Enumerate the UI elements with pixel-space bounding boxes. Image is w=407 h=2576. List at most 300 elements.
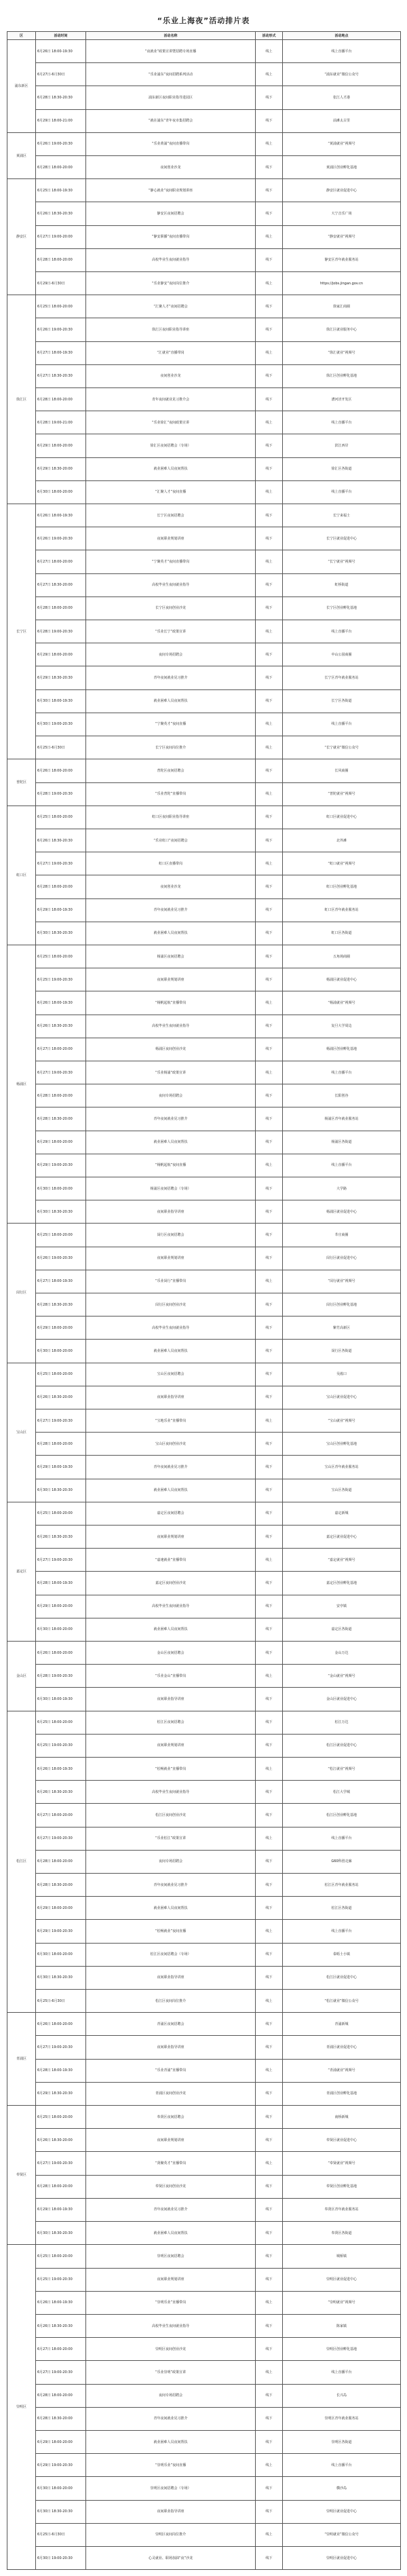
table-row xyxy=(7,86,401,109)
mode-cell: 线上 xyxy=(256,1409,283,1432)
mode-cell: 线下 xyxy=(256,2407,283,2430)
mode-cell: 线上 xyxy=(256,1270,283,1293)
district-cell: 黄浦区 xyxy=(7,132,36,178)
table-row xyxy=(7,2477,401,2500)
header-row xyxy=(7,32,401,40)
activity-cell: “乐业松江”政策宣讲 xyxy=(86,1827,256,1850)
table-row xyxy=(7,2129,401,2152)
location-cell: 金山万达 xyxy=(283,1642,401,1665)
location-cell: 宝山区就业促进中心 xyxy=(283,1386,401,1409)
table-row xyxy=(7,1038,401,1061)
location-cell: 青浦新城 xyxy=(283,2013,401,2036)
mode-cell: 线上 xyxy=(256,736,283,759)
mode-cell: 线下 xyxy=(256,2500,283,2523)
mode-cell: 线上 xyxy=(256,2454,283,2477)
time-cell: 6月28日 18:00-20:00 xyxy=(36,2175,86,2198)
location-cell: 奉贤区各街道 xyxy=(283,2222,401,2245)
table-row xyxy=(7,1154,401,1177)
mode-cell: 线下 xyxy=(256,2175,283,2198)
activity-cell: 夜间职业指导讲座 xyxy=(86,1200,256,1224)
time-cell: 6月30日 19:00-20:30 xyxy=(36,713,86,736)
table-row xyxy=(7,806,401,829)
time-cell: 6月27日 18:30-20:00 xyxy=(36,573,86,596)
mode-cell: 线下 xyxy=(256,2314,283,2337)
time-cell: 6月25日 18:00-20:00 xyxy=(36,1502,86,1525)
table-row xyxy=(7,1595,401,1618)
district-cell: 奉贤区 xyxy=(7,2106,36,2245)
time-cell: 6月27日 18:30-20:30 xyxy=(36,364,86,387)
location-cell: 线上直播平台 xyxy=(283,480,401,504)
location-cell: G60科创走廊 xyxy=(283,1850,401,1873)
table-row xyxy=(7,1386,401,1409)
table-row xyxy=(7,434,401,457)
table-row xyxy=(7,666,401,689)
table-row xyxy=(7,2291,401,2314)
table-row xyxy=(7,1131,401,1154)
time-cell: 6月29日 18:30-20:30 xyxy=(36,2082,86,2105)
location-cell: 横沙岛 xyxy=(283,2477,401,2500)
location-cell: 长宁区就业促进中心 xyxy=(283,527,401,550)
activity-cell: 徐汇区夜间招聘会（专场） xyxy=(86,434,256,457)
time-cell: 6月27日 19:00-20:30 xyxy=(36,1549,86,1572)
table-row xyxy=(7,736,401,759)
time-cell: 6月29日 18:00-20:00 xyxy=(36,1897,86,1920)
location-cell: 大学路 xyxy=(283,1177,401,1200)
activity-cell: “乐业静安”夜间岗位推介 xyxy=(86,272,256,295)
table-row xyxy=(7,1247,401,1270)
activity-cell: 就业困难人员夜间帮扶 xyxy=(86,1479,256,1502)
table-row xyxy=(7,2430,401,2453)
time-cell: 6月25日 18:00-20:00 xyxy=(36,2245,86,2268)
activity-cell: 青浦区夜间创业沙龙 xyxy=(86,2082,256,2105)
district-cell: 虹口区 xyxy=(7,806,36,945)
mode-cell: 线上 xyxy=(256,63,283,86)
activity-cell: 金山区夜间招聘会 xyxy=(86,1642,256,1665)
activity-cell: 青年夜间就业见习推介 xyxy=(86,1456,256,1479)
table-row xyxy=(7,852,401,875)
mode-cell: 线上 xyxy=(256,2291,283,2314)
activity-cell: 夜间职业指导讲座 xyxy=(86,2036,256,2059)
activity-cell: 虹口区直播带岗 xyxy=(86,852,256,875)
time-cell: 6月25日 18:00-20:00 xyxy=(36,1711,86,1734)
mode-cell: 线下 xyxy=(256,1618,283,1641)
district-cell: 徐汇区 xyxy=(7,295,36,504)
time-cell: 6月25日 18:00-20:00 xyxy=(36,295,86,318)
mode-cell: 线下 xyxy=(256,945,283,968)
location-cell: “闵行就业”视频号 xyxy=(283,1270,401,1293)
activity-cell: 就业困难人员夜间帮扶 xyxy=(86,1897,256,1920)
mode-cell: 线上 xyxy=(256,1990,283,2013)
location-cell: “长宁就业”视频号 xyxy=(283,550,401,573)
district-cell: 浦东新区 xyxy=(7,40,36,133)
table-row xyxy=(7,875,401,898)
location-cell: 杨浦区创业孵化基地 xyxy=(283,1038,401,1061)
time-cell: 6月28日 18:00-20:00 xyxy=(36,248,86,271)
activity-cell: 青年夜间就业见习推介 xyxy=(86,898,256,922)
location-cell: “徐汇就业”视频号 xyxy=(283,341,401,364)
activity-cell: “乐业黄浦”夜间直播带岗 xyxy=(86,132,256,155)
table-row xyxy=(7,1409,401,1432)
activity-cell: 奉贤区夜间创业沙龙 xyxy=(86,2175,256,2198)
time-cell: 6月28日 18:00-19:30 xyxy=(36,2059,86,2082)
location-cell: 徐汇区创业孵化基地 xyxy=(283,364,401,387)
district-cell: 崇明区 xyxy=(7,2245,36,2570)
time-cell: 6月28日 18:30-20:00 xyxy=(36,1107,86,1131)
activity-cell: 夜间职业指导讲座 xyxy=(86,1688,256,1711)
mode-cell: 线下 xyxy=(256,248,283,271)
activity-cell: 嘉定区夜间创业沙龙 xyxy=(86,1572,256,1595)
time-cell: 6月30日 18:30-20:30 xyxy=(36,922,86,945)
location-cell: 线上直播平台 xyxy=(283,1154,401,1177)
time-cell: 6月29日 18:30-20:00 xyxy=(36,457,86,480)
location-cell: 崇明区就业促进中心 xyxy=(283,2268,401,2291)
location-cell: 崇明区就业促进中心 xyxy=(283,2500,401,2523)
location-cell: 线上直播平台 xyxy=(283,620,401,643)
table-row xyxy=(7,2059,401,2082)
activity-cell: 就业困难人员夜间帮扶 xyxy=(86,1618,256,1641)
mode-cell: 线下 xyxy=(256,1966,283,1989)
mode-cell: 线下 xyxy=(256,1386,283,1409)
mode-cell: 线下 xyxy=(256,1131,283,1154)
table-row xyxy=(7,457,401,480)
table-row xyxy=(7,40,401,63)
table-row xyxy=(7,782,401,806)
time-cell: 6月26日 19:00-20:30 xyxy=(36,527,86,550)
mode-cell: 线下 xyxy=(256,388,283,411)
table-row xyxy=(7,1177,401,1200)
activity-cell: “宁聚英才”夜间直播带岗 xyxy=(86,550,256,573)
time-cell: 6月26日 18:00-19:30 xyxy=(36,40,86,63)
mode-cell: 线下 xyxy=(256,968,283,991)
mode-cell: 线下 xyxy=(256,2430,283,2453)
activity-cell: 杨浦区夜间招聘会（专场） xyxy=(86,1177,256,1200)
time-cell: 6月26日 18:30-20:30 xyxy=(36,1781,86,1804)
time-cell: 6月26日 18:30-20:30 xyxy=(36,1526,86,1549)
mode-cell: 线下 xyxy=(256,2129,283,2152)
time-cell: 6月28日 19:00-20:30 xyxy=(36,620,86,643)
mode-cell: 线上 xyxy=(256,1920,283,1943)
table-row xyxy=(7,318,401,341)
mode-cell: 线下 xyxy=(256,1850,283,1873)
table-row xyxy=(7,713,401,736)
table-row xyxy=(7,1920,401,1943)
location-cell: 漕河泾开发区 xyxy=(283,388,401,411)
time-cell: 6月29日 18:00-20:00 xyxy=(36,434,86,457)
time-cell: 6月30日 18:00-19:30 xyxy=(36,1688,86,1711)
activity-cell: 青年夜间就业见习推介 xyxy=(86,666,256,689)
mode-cell: 线下 xyxy=(256,1943,283,1966)
time-cell: 6月28日 18:00-20:00 xyxy=(36,1850,86,1873)
mode-cell: 线下 xyxy=(256,1084,283,1107)
mode-cell: 线上 xyxy=(256,411,283,434)
table-row xyxy=(7,550,401,573)
header-activity: 活动名称 xyxy=(86,32,256,40)
location-cell: 长宁区各街道 xyxy=(283,689,401,713)
location-cell: 崇明区各街道 xyxy=(283,2430,401,2453)
location-cell: 安亭镇 xyxy=(283,1595,401,1618)
time-cell: 6月25日 18:00-20:00 xyxy=(36,2106,86,2129)
table-row xyxy=(7,1827,401,1850)
activity-cell: “乐业杨浦”政策宣讲 xyxy=(86,1061,256,1084)
location-cell: “奉贤就业”视频号 xyxy=(283,2152,401,2175)
table-row xyxy=(7,1572,401,1595)
time-cell: 6月28日 19:00-20:30 xyxy=(36,782,86,806)
location-cell: 崇明区就业促进中心 xyxy=(283,2546,401,2569)
location-cell: 崇明区青年就业服务站 xyxy=(283,2407,401,2430)
activity-cell: 就业困难人员夜间帮扶 xyxy=(86,1131,256,1154)
table-row xyxy=(7,1317,401,1340)
mode-cell: 线上 xyxy=(256,2059,283,2082)
activity-cell: 夜间职业规划讲座 xyxy=(86,1526,256,1549)
table-row xyxy=(7,2245,401,2268)
location-cell: 线上直播平台 xyxy=(283,40,401,63)
location-cell: “青浦就业”视频号 xyxy=(283,2059,401,2082)
activity-cell: 闵行区夜间招聘会 xyxy=(86,1224,256,1247)
activity-cell: “宁聚英才”夜间直播 xyxy=(86,713,256,736)
table-row xyxy=(7,620,401,643)
activity-cell: 长宁区夜间创业沙龙 xyxy=(86,596,256,620)
table-row xyxy=(7,1688,401,1711)
activity-cell: “夜就业”政策宣讲暨招聘专场直播 xyxy=(86,40,256,63)
time-cell: 6月26日 18:00-20:00 xyxy=(36,1642,86,1665)
location-cell: 线上直播平台 xyxy=(283,1827,401,1850)
time-cell: 6月27日 19:00-20:30 xyxy=(36,2036,86,2059)
location-cell: 线上直播平台 xyxy=(283,1061,401,1084)
activity-cell: “静心就业”夜间职业规划讲座 xyxy=(86,179,256,202)
time-cell: 6月26日 18:30-20:00 xyxy=(36,1386,86,1409)
activity-cell: 宝山区夜间招聘会 xyxy=(86,1363,256,1386)
location-cell: 徐汇区各街道 xyxy=(283,457,401,480)
time-cell: 6月30日 18:00-19:30 xyxy=(36,689,86,713)
table-row xyxy=(7,1711,401,1734)
mode-cell: 线下 xyxy=(256,1781,283,1804)
table-row xyxy=(7,1804,401,1827)
table-row xyxy=(7,1479,401,1502)
time-cell: 6月27日 18:00-20:00 xyxy=(36,1804,86,1827)
district-cell: 嘉定区 xyxy=(7,1502,36,1641)
table-row xyxy=(7,1433,401,1456)
table-row xyxy=(7,2384,401,2407)
mode-cell: 线下 xyxy=(256,1200,283,1224)
time-cell: 6月28日 18:00-20:00 xyxy=(36,156,86,179)
activity-cell: 浦东新区夜间职业指导进园区 xyxy=(86,86,256,109)
location-cell: 紫竹高新区 xyxy=(283,1317,401,1340)
activity-cell: 夜间专场招聘会 xyxy=(86,643,256,666)
mode-cell: 线下 xyxy=(256,2546,283,2569)
table-row xyxy=(7,2082,401,2105)
mode-cell: 线下 xyxy=(256,1688,283,1711)
mode-cell: 线下 xyxy=(256,179,283,202)
mode-cell: 线上 xyxy=(256,991,283,1015)
table-row xyxy=(7,2268,401,2291)
activity-cell: “松畅就业”直播带岗 xyxy=(86,1758,256,1781)
activity-cell: 嘉定区夜间招聘会 xyxy=(86,1502,256,1525)
mode-cell: 线下 xyxy=(256,898,283,922)
mode-cell: 线上 xyxy=(256,2152,283,2175)
location-cell: 虹口区青年就业服务站 xyxy=(283,898,401,922)
district-cell: 松江区 xyxy=(7,1711,36,2013)
activity-cell: 就业困难人员夜间帮扶 xyxy=(86,1340,256,1363)
mode-cell: 线下 xyxy=(256,457,283,480)
table-row xyxy=(7,1456,401,1479)
time-cell: 6月27日 19:00-20:30 xyxy=(36,2361,86,2384)
time-cell: 6月29日 18:00-21:00 xyxy=(36,109,86,132)
time-cell: 6月26日 18:00-20:00 xyxy=(36,2013,86,2036)
activity-cell: “静安职播”夜间直播带岗 xyxy=(86,225,256,248)
activity-cell: 杨浦区夜间创业沙龙 xyxy=(86,1038,256,1061)
time-cell: 6月28日 18:00-20:00 xyxy=(36,596,86,620)
location-cell: 线上直播平台 xyxy=(283,713,401,736)
activity-cell: 长宁区夜间招聘会 xyxy=(86,504,256,527)
table-row xyxy=(7,1363,401,1386)
time-cell: 6月27日 18:00-20:00 xyxy=(36,550,86,573)
location-cell: 金山区就业促进中心 xyxy=(283,1688,401,1711)
activity-cell: “崇明乐业”直播带岗 xyxy=(86,2291,256,2314)
time-cell: 6月29日 19:00-20:30 xyxy=(36,2454,86,2477)
activity-cell: 夜间专场招聘会 xyxy=(86,1850,256,1873)
location-cell: https://jobs.jingan.gov.cn xyxy=(283,272,401,295)
location-cell: 莘庄商圈 xyxy=(283,1224,401,1247)
time-cell: 6月26日 18:00-19:30 xyxy=(36,1758,86,1781)
location-cell: 宝山区青年就业服务站 xyxy=(283,1456,401,1479)
table-row xyxy=(7,1781,401,1804)
location-cell: 松江大学城 xyxy=(283,1781,401,1804)
table-row xyxy=(7,968,401,991)
mode-cell: 线下 xyxy=(256,1293,283,1316)
mode-cell: 线下 xyxy=(256,573,283,596)
time-cell: 6月29日 18:00-20:00 xyxy=(36,1317,86,1340)
time-cell: 6月27日 19:00-20:30 xyxy=(36,1827,86,1850)
activity-cell: “乐业长宁”政策宣讲 xyxy=(86,620,256,643)
mode-cell: 线下 xyxy=(256,596,283,620)
location-cell: 长风商圈 xyxy=(283,759,401,782)
activity-cell: 长宁区夜间岗位推介 xyxy=(86,736,256,759)
time-cell: 6月26日 18:30-20:30 xyxy=(36,1015,86,1038)
table-row xyxy=(7,1293,401,1316)
time-cell: 6月27日 19:00-20:00 xyxy=(36,225,86,248)
table-row xyxy=(7,527,401,550)
time-cell: 6月26日 18:00-19:30 xyxy=(36,2291,86,2314)
activity-cell: 就业困难人员夜间帮扶 xyxy=(86,922,256,945)
mode-cell: 线下 xyxy=(256,1479,283,1502)
activity-cell: “乐业金山”直播带岗 xyxy=(86,1665,256,1688)
header-time: 活动时间 xyxy=(36,32,86,40)
table-row xyxy=(7,1549,401,1572)
mode-cell: 线上 xyxy=(256,852,283,875)
activity-cell: “就在浦东”青年夜市集招聘会 xyxy=(86,109,256,132)
table-row xyxy=(7,1618,401,1641)
location-cell: 黄浦区创业孵化基地 xyxy=(283,156,401,179)
activity-cell: 夜间职业规划讲座 xyxy=(86,527,256,550)
activity-cell: “崇明乐业”夜间直播 xyxy=(86,2454,256,2477)
table-row xyxy=(7,295,401,318)
time-cell: 6月29日 18:00-19:30 xyxy=(36,1456,86,1479)
table-row xyxy=(7,2546,401,2569)
mode-cell: 线下 xyxy=(256,1317,283,1340)
location-cell: 嘉定新城 xyxy=(283,1502,401,1525)
location-cell: 线上直播平台 xyxy=(283,1920,401,1943)
location-cell: “浦东就业”微信公众号 xyxy=(283,63,401,86)
activity-cell: 青年夜间就业见习推介 xyxy=(86,1874,256,1897)
time-cell: 6月26日 18:00-20:00 xyxy=(36,759,86,782)
mode-cell: 线下 xyxy=(256,1874,283,1897)
table-row xyxy=(7,1990,401,2013)
activity-cell: “宝地乐业”直播带岗 xyxy=(86,1409,256,1432)
location-cell: “静安就业”视频号 xyxy=(283,225,401,248)
activity-cell: “汇聚人才”夜间招聘会 xyxy=(86,295,256,318)
mode-cell: 线下 xyxy=(256,1433,283,1456)
table-row xyxy=(7,2454,401,2477)
time-cell: 6月30日 18:30-20:30 xyxy=(36,2500,86,2523)
time-cell: 6月29日-6月30日 xyxy=(36,272,86,295)
district-cell: 金山区 xyxy=(7,1642,36,1711)
table-row xyxy=(7,596,401,620)
activity-cell: 青浦区夜间招聘会 xyxy=(86,2013,256,2036)
location-cell: 闵行区就业促进中心 xyxy=(283,1247,401,1270)
time-cell: 6月25日 19:00-20:30 xyxy=(36,1734,86,1757)
activity-cell: “松畅就业”夜间直播 xyxy=(86,1920,256,1943)
location-cell: “崇明就业”微信公众号 xyxy=(283,2523,401,2546)
activity-cell: 青年夜间就业见习推介 xyxy=(86,1107,256,1131)
activity-cell: 就业困难人员夜间帮扶 xyxy=(86,2430,256,2453)
location-cell: 北外滩 xyxy=(283,829,401,852)
mode-cell: 线上 xyxy=(256,40,283,63)
location-cell: 前滩太古里 xyxy=(283,109,401,132)
mode-cell: 线上 xyxy=(256,1154,283,1177)
table-row xyxy=(7,202,401,225)
mode-cell: 线下 xyxy=(256,1363,283,1386)
mode-cell: 线下 xyxy=(256,689,283,713)
time-cell: 6月25日 18:00-20:00 xyxy=(36,806,86,829)
time-cell: 6月27日 18:00-20:00 xyxy=(36,2338,86,2361)
table-row xyxy=(7,1061,401,1084)
table-row xyxy=(7,132,401,155)
mode-cell: 线上 xyxy=(256,1827,283,1850)
activity-cell: 静安区夜间招聘会 xyxy=(86,202,256,225)
mode-cell: 线下 xyxy=(256,829,283,852)
table-row xyxy=(7,2036,401,2059)
location-cell: “宝山就业”视频号 xyxy=(283,1409,401,1432)
mode-cell: 线下 xyxy=(256,1526,283,1549)
table-row xyxy=(7,2500,401,2523)
activity-cell: 高校毕业生夜间就业指导 xyxy=(86,1781,256,1804)
mode-cell: 线下 xyxy=(256,2222,283,2245)
table-row xyxy=(7,573,401,596)
activity-cell: 徐汇区夜间职业指导讲座 xyxy=(86,318,256,341)
table-row xyxy=(7,1966,401,1989)
activity-cell: “汇就业”直播带岗 xyxy=(86,341,256,364)
table-row xyxy=(7,1084,401,1107)
activity-cell: 就业困难人员夜间帮扶 xyxy=(86,689,256,713)
activity-cell: 夜间创业沙龙 xyxy=(86,364,256,387)
location-cell: 张江人才港 xyxy=(283,86,401,109)
mode-cell: 线下 xyxy=(256,1897,283,1920)
time-cell: 6月28日 18:00-19:30 xyxy=(36,1572,86,1595)
time-cell: 6月25日 18:00-20:00 xyxy=(36,1224,86,1247)
time-cell: 6月30日 18:30-20:30 xyxy=(36,1479,86,1502)
location-cell: 奉贤区青年就业服务站 xyxy=(283,2198,401,2221)
mode-cell: 线下 xyxy=(256,434,283,457)
time-cell: 6月26日 19:00-20:30 xyxy=(36,318,86,341)
activity-cell: 崇明区夜间招聘会（专场） xyxy=(86,2477,256,2500)
table-row xyxy=(7,2175,401,2198)
table-row xyxy=(7,480,401,504)
table-row xyxy=(7,2338,401,2361)
table-row xyxy=(7,2361,401,2384)
mode-cell: 线下 xyxy=(256,202,283,225)
location-cell: 徐汇区就业服务中心 xyxy=(283,318,401,341)
mode-cell: 线上 xyxy=(256,782,283,806)
